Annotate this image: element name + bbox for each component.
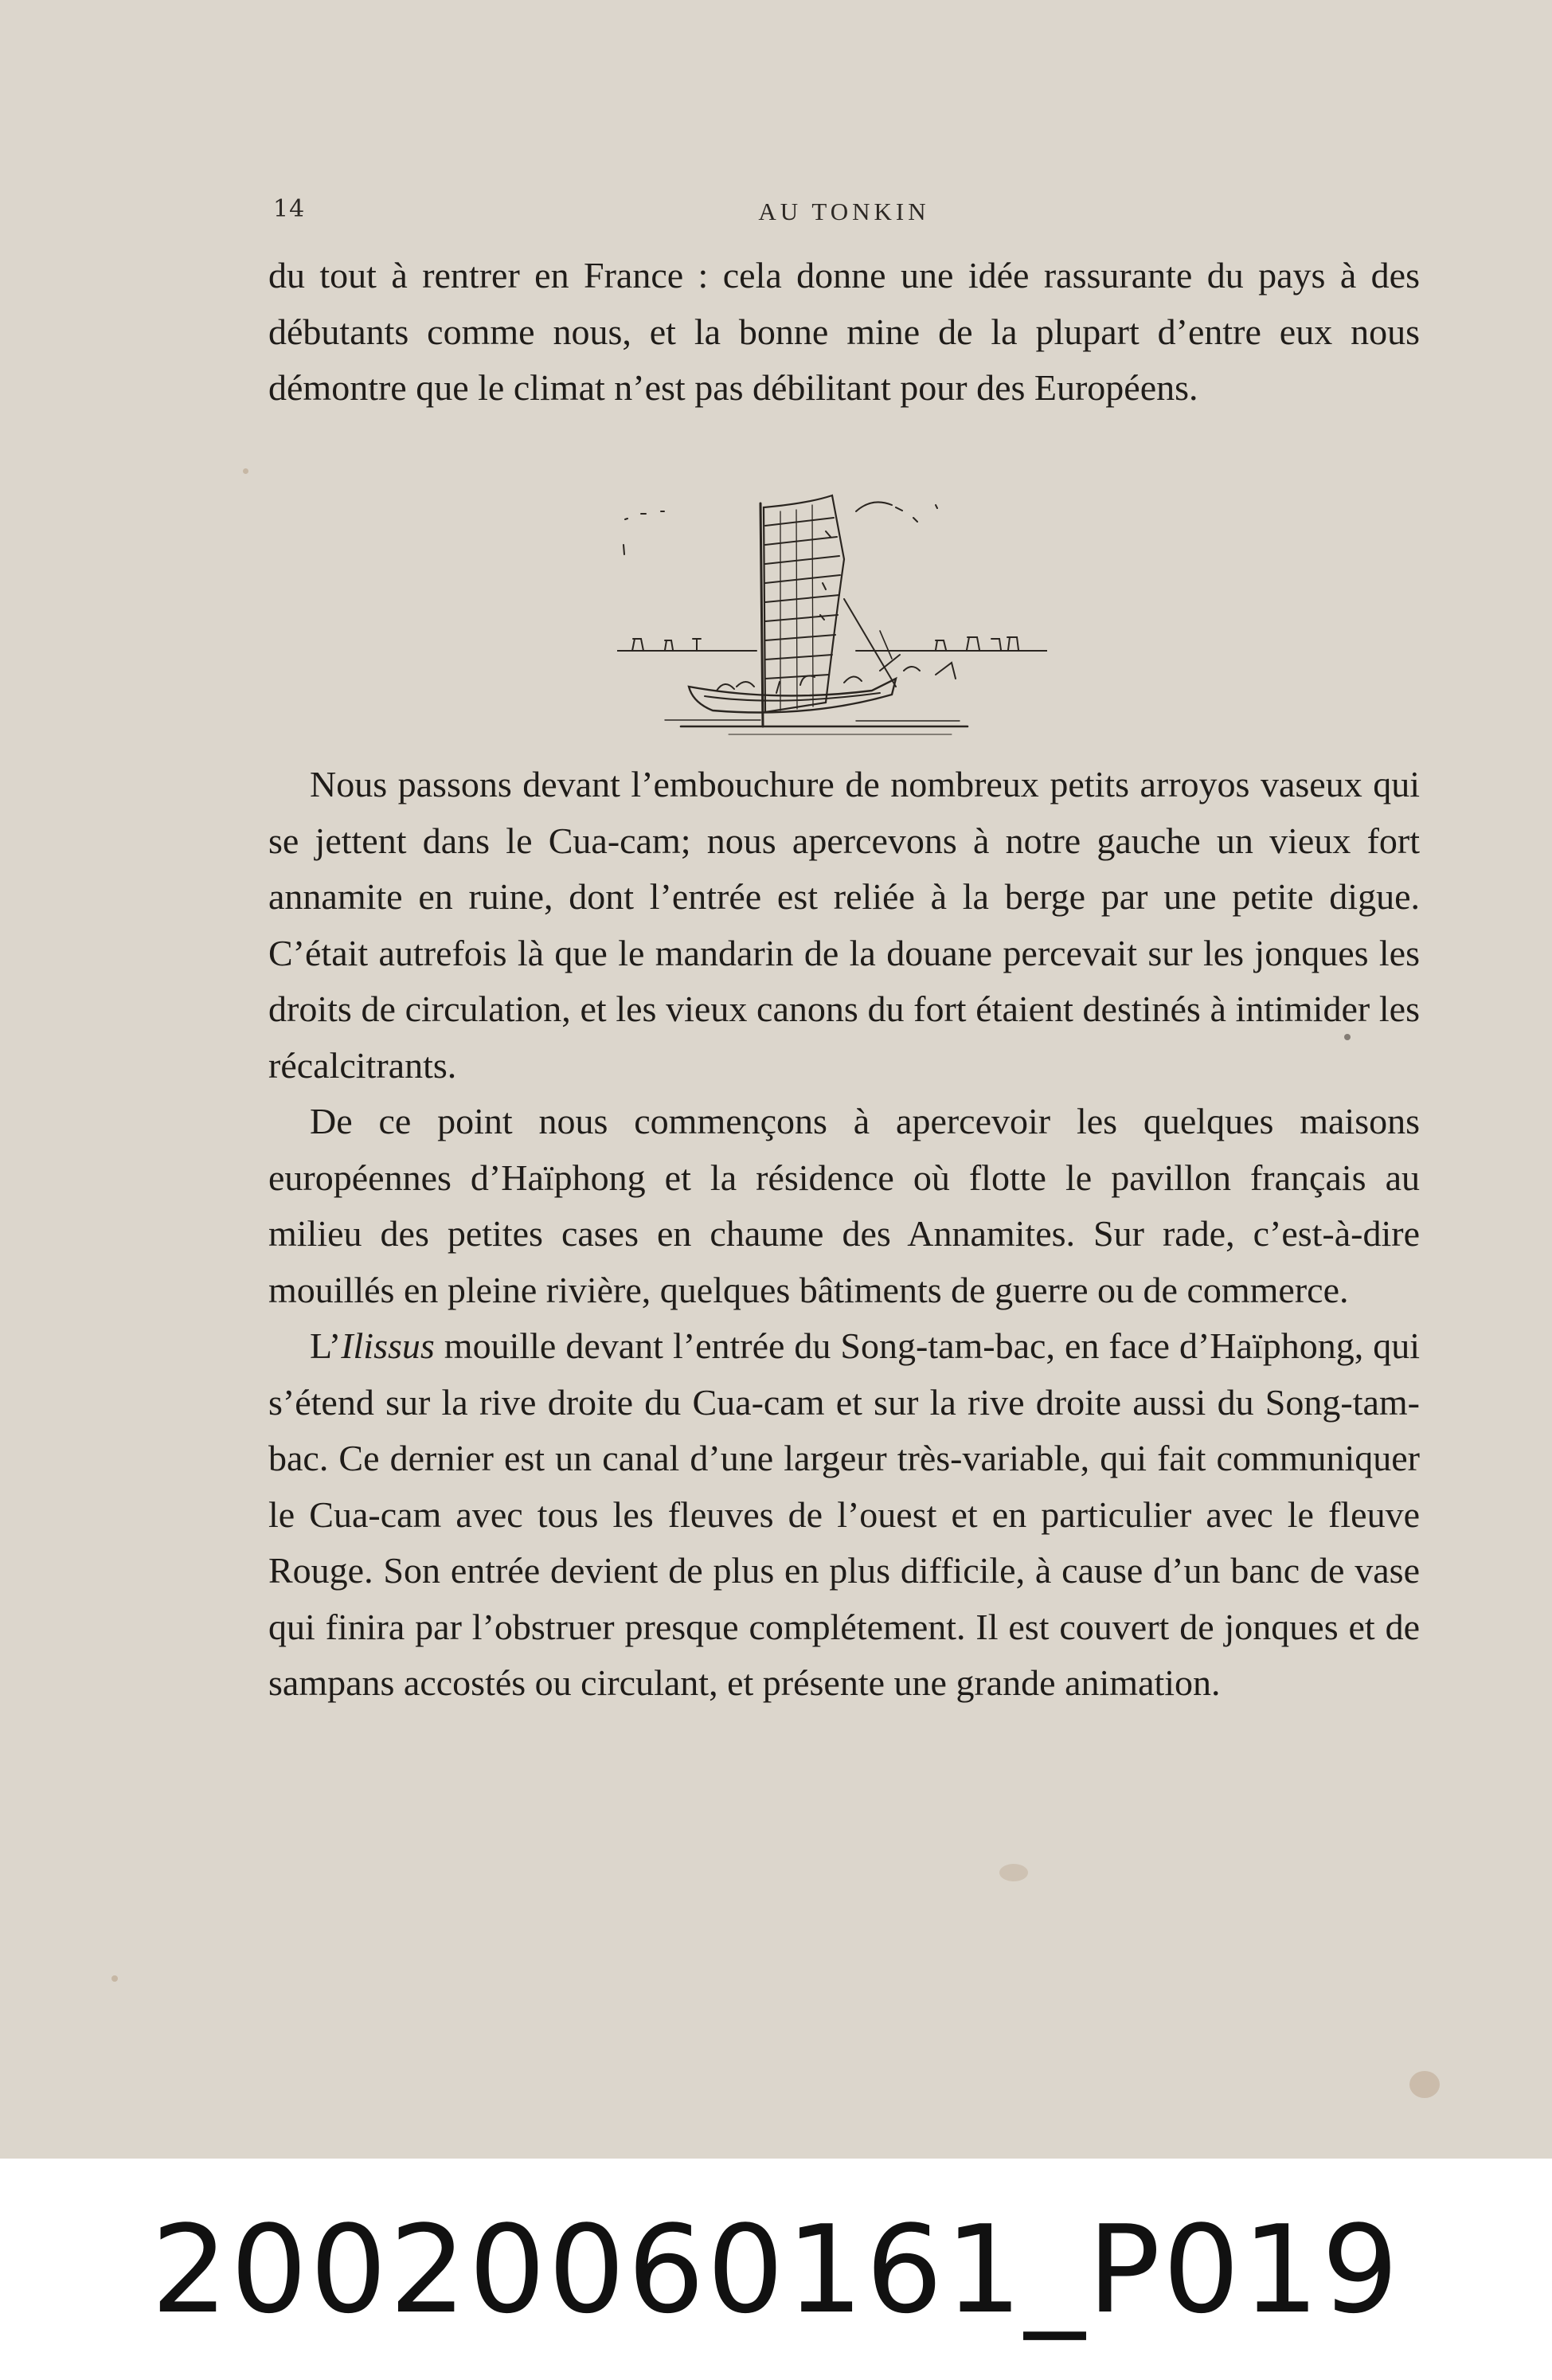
paragraph-ilissus-lead: L’ <box>310 1325 342 1366</box>
junk-sailboat-illustration <box>617 487 1047 770</box>
foxing-spot <box>243 468 248 474</box>
page-number: 14 <box>273 195 306 223</box>
foxing-spot <box>111 1975 118 1982</box>
text-block-main <box>268 757 1420 1712</box>
foxing-spot <box>999 1864 1028 1881</box>
catalog-label: 20020060161_P019 <box>0 2159 1552 2380</box>
text-block-top <box>268 248 1420 417</box>
paragraph-arroyos: Nous passons devant l’embouchure de nombreux petits arroyos vaseux qui se jettent dans le Cua-cam; nous apercevons à notre gauche un vieux fort annamite en ruine, dont l’entrée est reliée à la berge par une petite digue. C’était autrefois là que le mandarin de la douane percevait sur les jonques les droits de circulation, et les vieux canons du fort étaient destinés à intimider les récalcitrants. <box>268 764 1420 1086</box>
paragraph-ilissus-body: mouille devant l’entrée du Song-tam-bac, en face d’Haïphong, qui s’étend sur la rive droite du Cua-cam et sur la rive droite aussi du Song-tam-bac. Ce dernier est un canal d’une largeur très-variable, qui fait communiquer le Cua-cam avec tous les fleuves de l’ouest et en particulier avec le fleuve Rouge. Son entrée devient de plus en plus difficile, à cause d’un banc de vase qui finira par l’obstruer presque complétement. Il est couvert de jonques et de sampans accostés ou circulant, et présente une grande animation. <box>268 1325 1420 1703</box>
running-title: AU TONKIN <box>758 198 930 225</box>
foxing-spot <box>1409 2071 1440 2098</box>
ship-name: Ilissus <box>341 1325 435 1366</box>
paragraph-continuation: du tout à rentrer en France : cela donne une idée rassurante du pays à des débutants comme nous, et la bonne mine de la plupart d’entre eux nous démontre que le climat n’est pas débilitant pour des Européens. <box>268 255 1420 408</box>
paragraph-ilissus <box>268 1318 1420 1712</box>
paragraph-haiphong-view: De ce point nous commençons à apercevoir les quelques maisons européennes d’Haïphong et la résidence où flotte le pavillon français au milieu des petites cases en chaume des Annamites. Sur rade, c’est-à-dire mouillés en pleine rivière, quelques bâtiments de guerre ou de commerce. <box>268 1101 1420 1310</box>
